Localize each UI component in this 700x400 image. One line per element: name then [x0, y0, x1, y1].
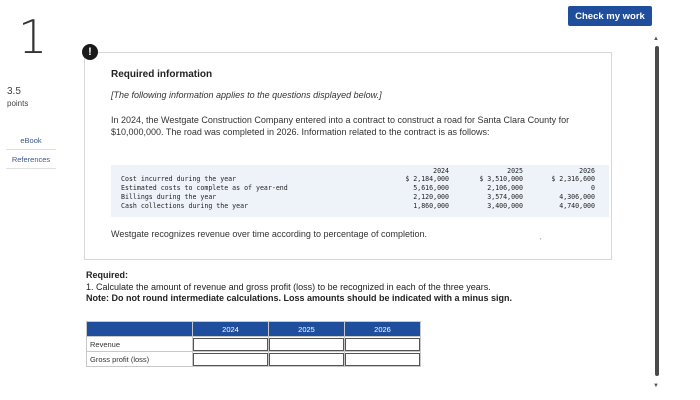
cell-value: 0 — [591, 184, 595, 192]
year-header: 2025 — [507, 167, 523, 175]
year-header: 2025 — [269, 322, 345, 337]
input-cell — [193, 352, 269, 367]
revenue-2025-input[interactable] — [269, 338, 344, 351]
row-label: Billings during the year — [121, 193, 217, 201]
cell-value: $ 2,184,000 — [405, 175, 449, 183]
cell-value: $ 2,316,600 — [551, 175, 595, 183]
points-value: 3.5 — [7, 86, 21, 97]
row-label: Revenue — [87, 337, 193, 352]
row-label: Cost incurred during the year — [121, 175, 237, 183]
row-label: Cash collections during the year — [121, 202, 249, 210]
info-note: [The following information applies to the questions displayed below.] — [111, 90, 382, 100]
input-cell — [193, 337, 269, 352]
cell-value: 5,616,000 — [413, 184, 449, 192]
ebook-link[interactable]: eBook — [6, 136, 56, 150]
year-header: 2026 — [345, 322, 421, 337]
stray-mark: ’ — [540, 238, 542, 245]
alert-icon: ! — [82, 44, 98, 60]
input-cell — [269, 337, 345, 352]
input-cell — [345, 352, 421, 367]
gross-profit-2025-input[interactable] — [269, 353, 344, 366]
cell-value: $ 3,510,000 — [479, 175, 523, 183]
cell-value: 2,120,000 — [413, 193, 449, 201]
required-instruction: 1. Calculate the amount of revenue and gross profit (loss) to be recognized in each of the three years. — [86, 281, 491, 292]
required-title: Required: — [86, 270, 129, 280]
answer-table — [86, 321, 421, 367]
gross-profit-2024-input[interactable] — [193, 353, 268, 366]
cell-value: 4,740,000 — [559, 202, 595, 210]
contract-data-table — [111, 165, 609, 217]
scroll-up-icon[interactable]: ▲ — [653, 36, 659, 42]
cell-value: 4,306,000 — [559, 193, 595, 201]
references-link[interactable]: References — [6, 155, 56, 169]
check-my-work-button[interactable]: Check my work — [568, 6, 652, 26]
recognition-method-text: Westgate recognizes revenue over time according to percentage of completion. — [111, 229, 428, 239]
required-note: Note: Do not round intermediate calculations. Loss amounts should be indicated with a minus sign. — [86, 293, 513, 303]
points-label: points — [7, 99, 29, 108]
cell-value: 3,400,000 — [487, 202, 523, 210]
cell-value: 1,860,000 — [413, 202, 449, 210]
row-label: Gross profit (loss) — [87, 352, 193, 367]
required-information-panel — [84, 52, 612, 260]
table-row — [111, 193, 609, 202]
points-display — [7, 86, 28, 110]
question-number: 1 — [18, 10, 48, 64]
input-cell — [269, 352, 345, 367]
scroll-down-icon[interactable]: ▼ — [653, 383, 659, 389]
required-section — [86, 270, 512, 305]
revenue-2024-input[interactable] — [193, 338, 268, 351]
year-header: 2024 — [433, 167, 449, 175]
table-row — [111, 202, 609, 211]
table-row — [111, 175, 609, 184]
cell-value: 2,106,000 — [487, 184, 523, 192]
input-cell — [345, 337, 421, 352]
scrollbar-thumb[interactable] — [655, 46, 659, 376]
year-header: 2024 — [193, 322, 269, 337]
table-row — [87, 352, 421, 367]
year-header: 2026 — [579, 167, 595, 175]
info-paragraph: In 2024, the Westgate Construction Company entered into a contract to construct a road for Santa Clara County for $10,000,000. The road was completed in 2026. Information related to the contract is as follows: — [111, 115, 570, 137]
cell-value: 3,574,000 — [487, 193, 523, 201]
row-label: Estimated costs to complete as of year-end — [121, 184, 288, 192]
table-row — [111, 184, 609, 193]
table-row — [87, 337, 421, 352]
revenue-2026-input[interactable] — [345, 338, 420, 351]
blank-header-cell — [87, 322, 193, 337]
info-title: Required information — [111, 69, 213, 80]
answer-table-header — [87, 322, 421, 337]
gross-profit-2026-input[interactable] — [345, 353, 420, 366]
